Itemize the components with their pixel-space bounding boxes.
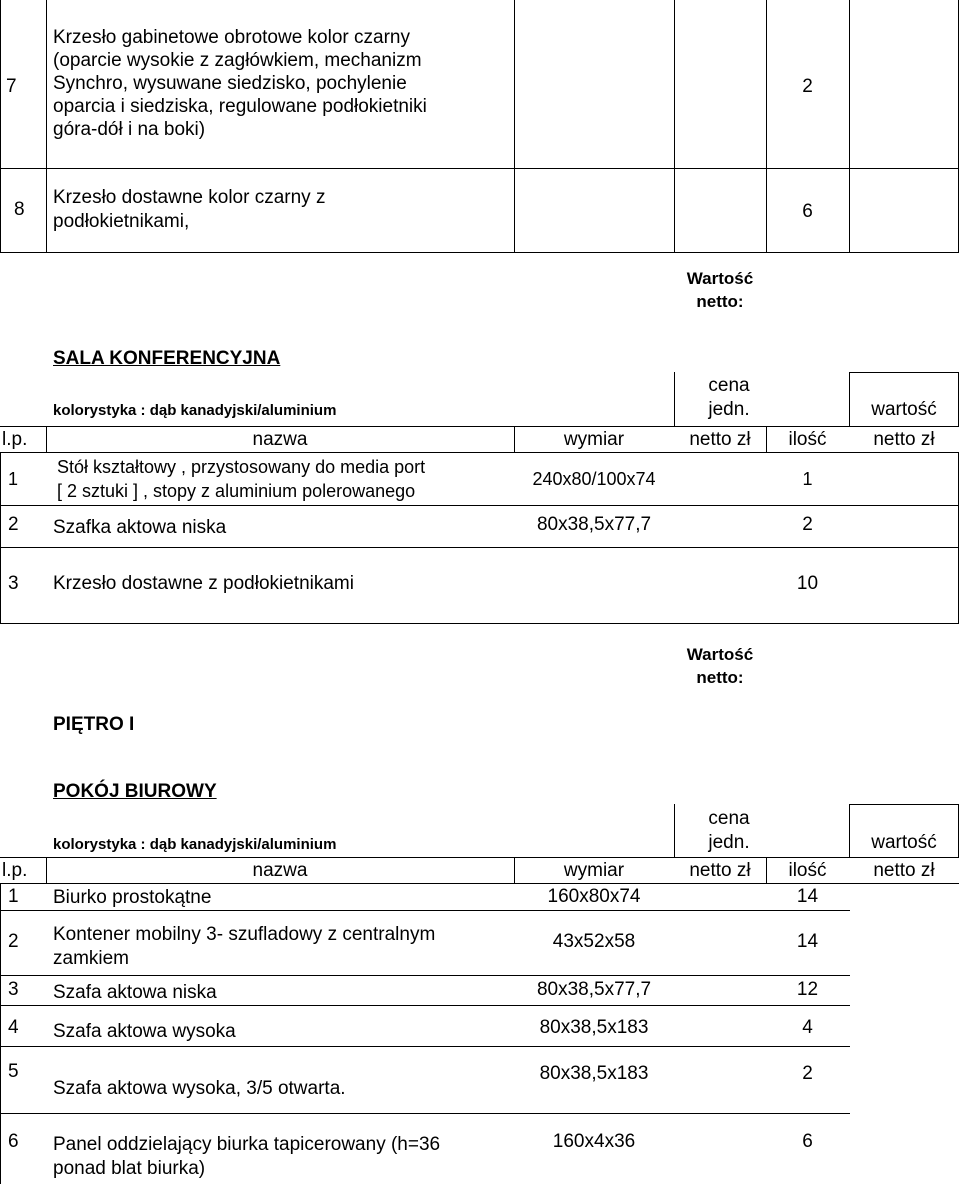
total-label: Wartość (686, 269, 754, 288)
row-qty: 10 (796, 573, 819, 594)
section-title: PIĘTRO I (53, 714, 135, 735)
row-qty: 2 (802, 1063, 813, 1084)
color-note: kolorystyka : dąb kanadyjski/aluminium (53, 836, 337, 853)
header-nazwa: nazwa (252, 860, 308, 881)
row-name-line: oparcia i siedziska, regulowane podłokietniki (53, 96, 427, 117)
row-name-line: Kontener mobilny 3- szufladowy z centralnym (53, 924, 436, 945)
row-lp: 2 (8, 931, 19, 952)
row-name-line: Krzesło dostawne z podłokietnikami (53, 573, 354, 594)
row-qty: 12 (796, 979, 819, 1000)
header-netto: netto zł (873, 860, 935, 881)
row-name-line: zamkiem (53, 948, 130, 969)
row-name-line: Panel oddzielający biurka tapicerowany (h=36 (53, 1134, 441, 1155)
header-ilosc: ilość (788, 860, 827, 881)
header-jedn: jedn. (708, 832, 750, 853)
header-wartosc: wartość (871, 399, 937, 420)
row-name-line: Szafa aktowa wysoka (53, 1021, 236, 1042)
row-lp: 6 (8, 1131, 19, 1152)
row-name-line: Krzesło gabinetowe obrotowe kolor czarny (53, 27, 410, 48)
header-netto: netto zł (873, 429, 935, 450)
row-qty: 2 (802, 76, 813, 97)
row-name-line: Synchro, wysuwane siedzisko, pochylenie (53, 73, 407, 94)
row-name-line: Stół kształtowy , przystosowany do media port (57, 457, 426, 477)
row-dim: 80x38,5x183 (539, 1017, 649, 1038)
section-title: POKÓJ BIUROWY (53, 781, 217, 802)
row-qty: 14 (796, 886, 819, 907)
row-name-line: Krzesło dostawne kolor czarny z (53, 187, 326, 208)
row-name-line: Szafa aktowa wysoka, 3/5 otwarta. (53, 1078, 346, 1099)
row-lp: 7 (6, 76, 17, 97)
header-cena: cena (708, 375, 750, 396)
row-name-line: góra-dół i na boki) (53, 119, 206, 140)
row-lp: 5 (8, 1061, 19, 1082)
row-name-line: Szafa aktowa niska (53, 982, 217, 1003)
header-ilosc: ilość (788, 429, 827, 450)
total-label: netto: (696, 668, 744, 687)
row-lp: 1 (8, 469, 19, 489)
row-dim: 80x38,5x77,7 (536, 979, 652, 1000)
row-qty: 6 (802, 201, 813, 222)
row-name-line: [ 2 sztuki ] , stopy z aluminium polerowanego (57, 481, 416, 501)
row-lp: 8 (14, 199, 25, 220)
row-qty: 1 (802, 469, 813, 489)
row-qty: 14 (796, 931, 819, 952)
header-jedn: jedn. (708, 399, 750, 420)
row-dim: 80x38,5x183 (539, 1063, 649, 1084)
total-label: Wartość (686, 645, 754, 664)
header-netto: netto zł (689, 860, 751, 881)
header-nazwa: nazwa (252, 429, 308, 450)
header-lp: l.p. (2, 860, 28, 881)
row-name-line: Szafka aktowa niska (53, 517, 227, 538)
row-qty: 2 (802, 514, 813, 535)
row-name-line: podłokietnikami, (53, 211, 190, 232)
row-qty: 6 (802, 1131, 813, 1152)
header-wymiar: wymiar (563, 429, 625, 450)
row-lp: 1 (8, 886, 19, 907)
header-netto: netto zł (689, 429, 751, 450)
header-lp: l.p. (2, 429, 28, 450)
section-title: SALA KONFERENCYJNA (53, 348, 281, 369)
header-wymiar: wymiar (563, 860, 625, 881)
row-lp: 2 (8, 514, 19, 535)
row-dim: 160x80x74 (547, 886, 641, 907)
total-label: netto: (696, 292, 744, 311)
row-lp: 3 (8, 573, 19, 594)
row-dim: 80x38,5x77,7 (536, 514, 652, 535)
row-lp: 4 (8, 1017, 19, 1038)
row-name-line: ponad blat biurka) (53, 1158, 206, 1179)
row-lp: 3 (8, 979, 19, 1000)
color-note: kolorystyka : dąb kanadyjski/aluminium (53, 402, 337, 419)
row-dim: 160x4x36 (552, 1131, 636, 1152)
header-wartosc: wartość (871, 832, 937, 853)
row-dim: 43x52x58 (552, 931, 636, 952)
header-cena: cena (708, 808, 750, 829)
row-qty: 4 (802, 1017, 813, 1038)
row-name-line: (oparcie wysokie z zagłówkiem, mechanizm (53, 50, 422, 71)
row-dim: 240x80/100x74 (532, 469, 656, 489)
row-name-line: Biurko prostokątne (53, 887, 212, 908)
